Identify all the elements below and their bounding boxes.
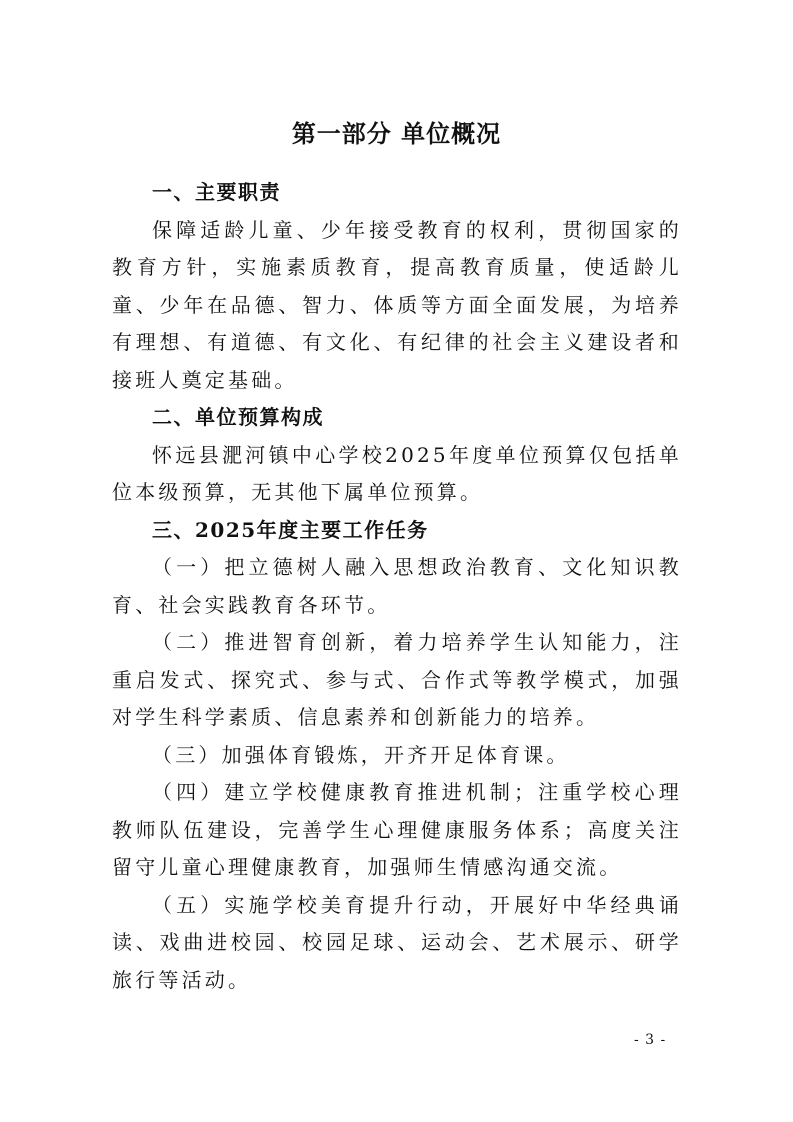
page-title: 第一部分 单位概况 [291, 119, 502, 149]
section-heading-budget-composition: 二、单位预算构成 [152, 405, 324, 429]
section-heading-main-tasks: 三、2025年度主要工作任务 [152, 517, 429, 542]
paragraph-task-1: （一）把立德树人融入思想政治教育、文化知识教育、社会实践教育各环节。 [112, 555, 682, 617]
paragraph-duties: 保障适龄儿童、少年接受教育的权利，贯彻国家的教育方针，实施素质教育，提高教育质量，使适龄儿童、少年在品德、智力、体质等方面全面发展，为培养有理想、有道德、有文化、有纪律的社会主义建设者和接班人奠定基础。 [112, 217, 682, 392]
page-number: - 3 - [634, 1032, 667, 1048]
paragraph-budget-composition: 怀远县淝河镇中心学校2025年度单位预算仅包括单位本级预算，无其他下属单位预算。 [112, 442, 682, 504]
paragraph-task-5: （五）实施学校美育提升行动，开展好中华经典诵读、戏曲进校园、校园足球、运动会、艺术展示、研学旅行等活动。 [112, 892, 682, 992]
paragraph-task-3: （三）加强体育锻炼，开齐开足体育课。 [152, 742, 570, 767]
section-heading-duties: 一、主要职责 [152, 180, 281, 204]
paragraph-task-4: （四）建立学校健康教育推进机制；注重学校心理教师队伍建设，完善学生心理健康服务体系；高度关注留守儿童心理健康教育，加强师生情感沟通交流。 [112, 780, 682, 879]
paragraph-task-2: （二）推进智育创新，着力培养学生认知能力，注重启发式、探究式、参与式、合作式等教学模式，加强对学生科学素质、信息素养和创新能力的培养。 [112, 630, 682, 729]
document-body [112, 174, 682, 999]
